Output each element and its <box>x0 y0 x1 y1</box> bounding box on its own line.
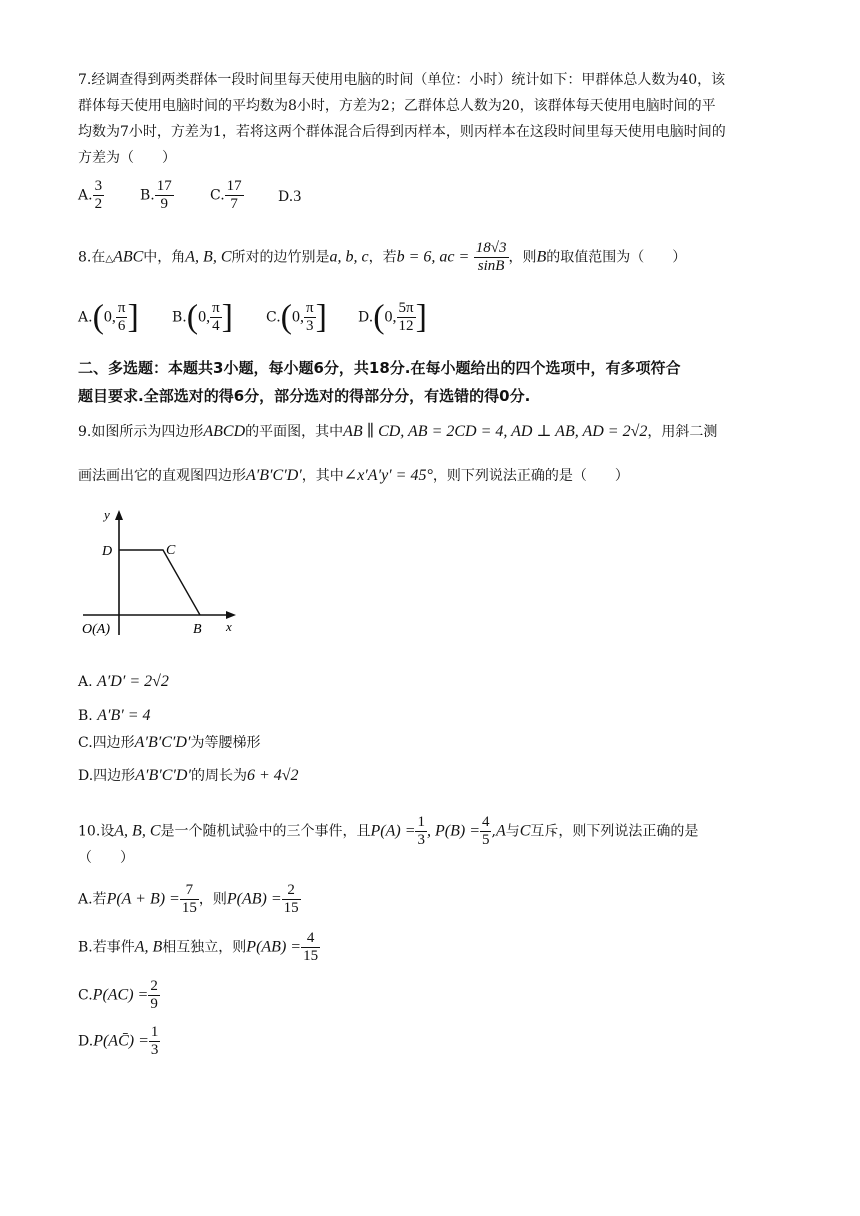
q10-option-c: C.P(AC) = $\frac{2}{9}$ <box>78 978 158 1012</box>
q10-stem-line1: 10.设A, B, C是一个随机试验中的三个事件，且P(A) = $\frac{1}{3}$ , P(B) = $\frac{4}{5}$ ,A与C互斥，则下列说法正确的是 <box>78 814 699 848</box>
label-b: B <box>193 622 202 637</box>
label-o: O(A) <box>82 622 110 637</box>
label-x: x <box>226 619 232 634</box>
q10-option-b: B.若事件A, B相互独立，则P(AB) = $\frac{4}{15}$ <box>78 930 319 964</box>
q8-option-a: A.(0, $\frac{\pi}{6}$ ] <box>78 298 139 336</box>
q7-line2: 群体每天使用电脑时间的平均数为8小时，方差为2；乙群体总人数为20，该群体每天使用电脑时间的平 <box>78 98 716 114</box>
q8-stem: 8.在△ABC中，角A, B, C所对的边竹别是a, b, c，若b = 6, ac = $\frac{18√3}{\sin B}$ ，则B的取值范围为（ ） <box>78 240 687 274</box>
q7-line3: 均数为7小时，方差为1，若将这两个群体混合后得到丙样本，则丙样本在这段时间里每天使用电脑时间的 <box>78 124 726 140</box>
q8-option-b: B.(0, $\frac{\pi}{4}$ ] <box>172 298 233 336</box>
label-d: D <box>102 544 113 559</box>
x-axis-arrow <box>226 611 236 619</box>
q9-option-d: D.四边形A′B′C′D′的周长为6 + 4√2 <box>78 767 299 784</box>
q10-option-a: A.若P(A + B) = $\frac{7}{15}$ ，则P(AB) = $\frac{2}{15}$ <box>78 882 299 916</box>
section2-heading-line2: 题目要求.全部选对的得6分，部分选对的得部分分，有选错的得0分. <box>78 387 531 405</box>
q9-stem-line1: 9.如图所示为四边形ABCD的平面图，其中AB ∥ CD, AB = 2CD = 4, AD ⊥ AB, AD = 2√2，用斜二测 <box>78 423 718 440</box>
q7-option-b: B. $\frac{17}{9}$ <box>140 178 172 212</box>
q10-option-d: D.P(AC̄) = $\frac{1}{3}$ <box>78 1024 159 1058</box>
section2-heading-line1: 二、多选题：本题共3小题，每小题6分，共18分.在每小题给出的四个选项中，有多项符合 <box>78 359 681 377</box>
q7-option-d: D.3 <box>278 188 302 205</box>
q10-stem-line2: （ ） <box>78 850 134 866</box>
label-y: y <box>104 507 110 522</box>
label-c: C <box>166 543 176 558</box>
q9-option-b: B. A′B′ = 4 <box>78 707 151 724</box>
q7-option-c: C. $\frac{17}{7}$ <box>210 178 242 212</box>
q9-stem-line2: 画法画出它的直观图四边形A′B′C′D′，其中∠x′A′y′ = 45°，则下列说法正确的是（ ） <box>78 467 629 484</box>
q8-option-c: C.(0, $\frac{\pi}{3}$ ] <box>266 298 327 336</box>
q9-option-c: C.四边形A′B′C′D′为等腰梯形 <box>78 734 261 751</box>
q9-option-a: A. A′D′ = 2√2 <box>78 673 169 690</box>
q7-line1: 7.经调查得到两类群体一段时间里每天使用电脑的时间（单位：小时）统计如下：甲群体总人数为40，该 <box>78 72 726 88</box>
y-axis-arrow <box>115 510 123 520</box>
shape-dcb <box>119 550 200 615</box>
q7-option-a: A. $\frac{3}{2}$ <box>78 178 103 212</box>
q8-option-d: D.(0, $\frac{5\pi}{12}$ ] <box>358 298 427 336</box>
q7-line4: 方差为（ ） <box>78 150 176 166</box>
q9-figure <box>78 505 248 640</box>
